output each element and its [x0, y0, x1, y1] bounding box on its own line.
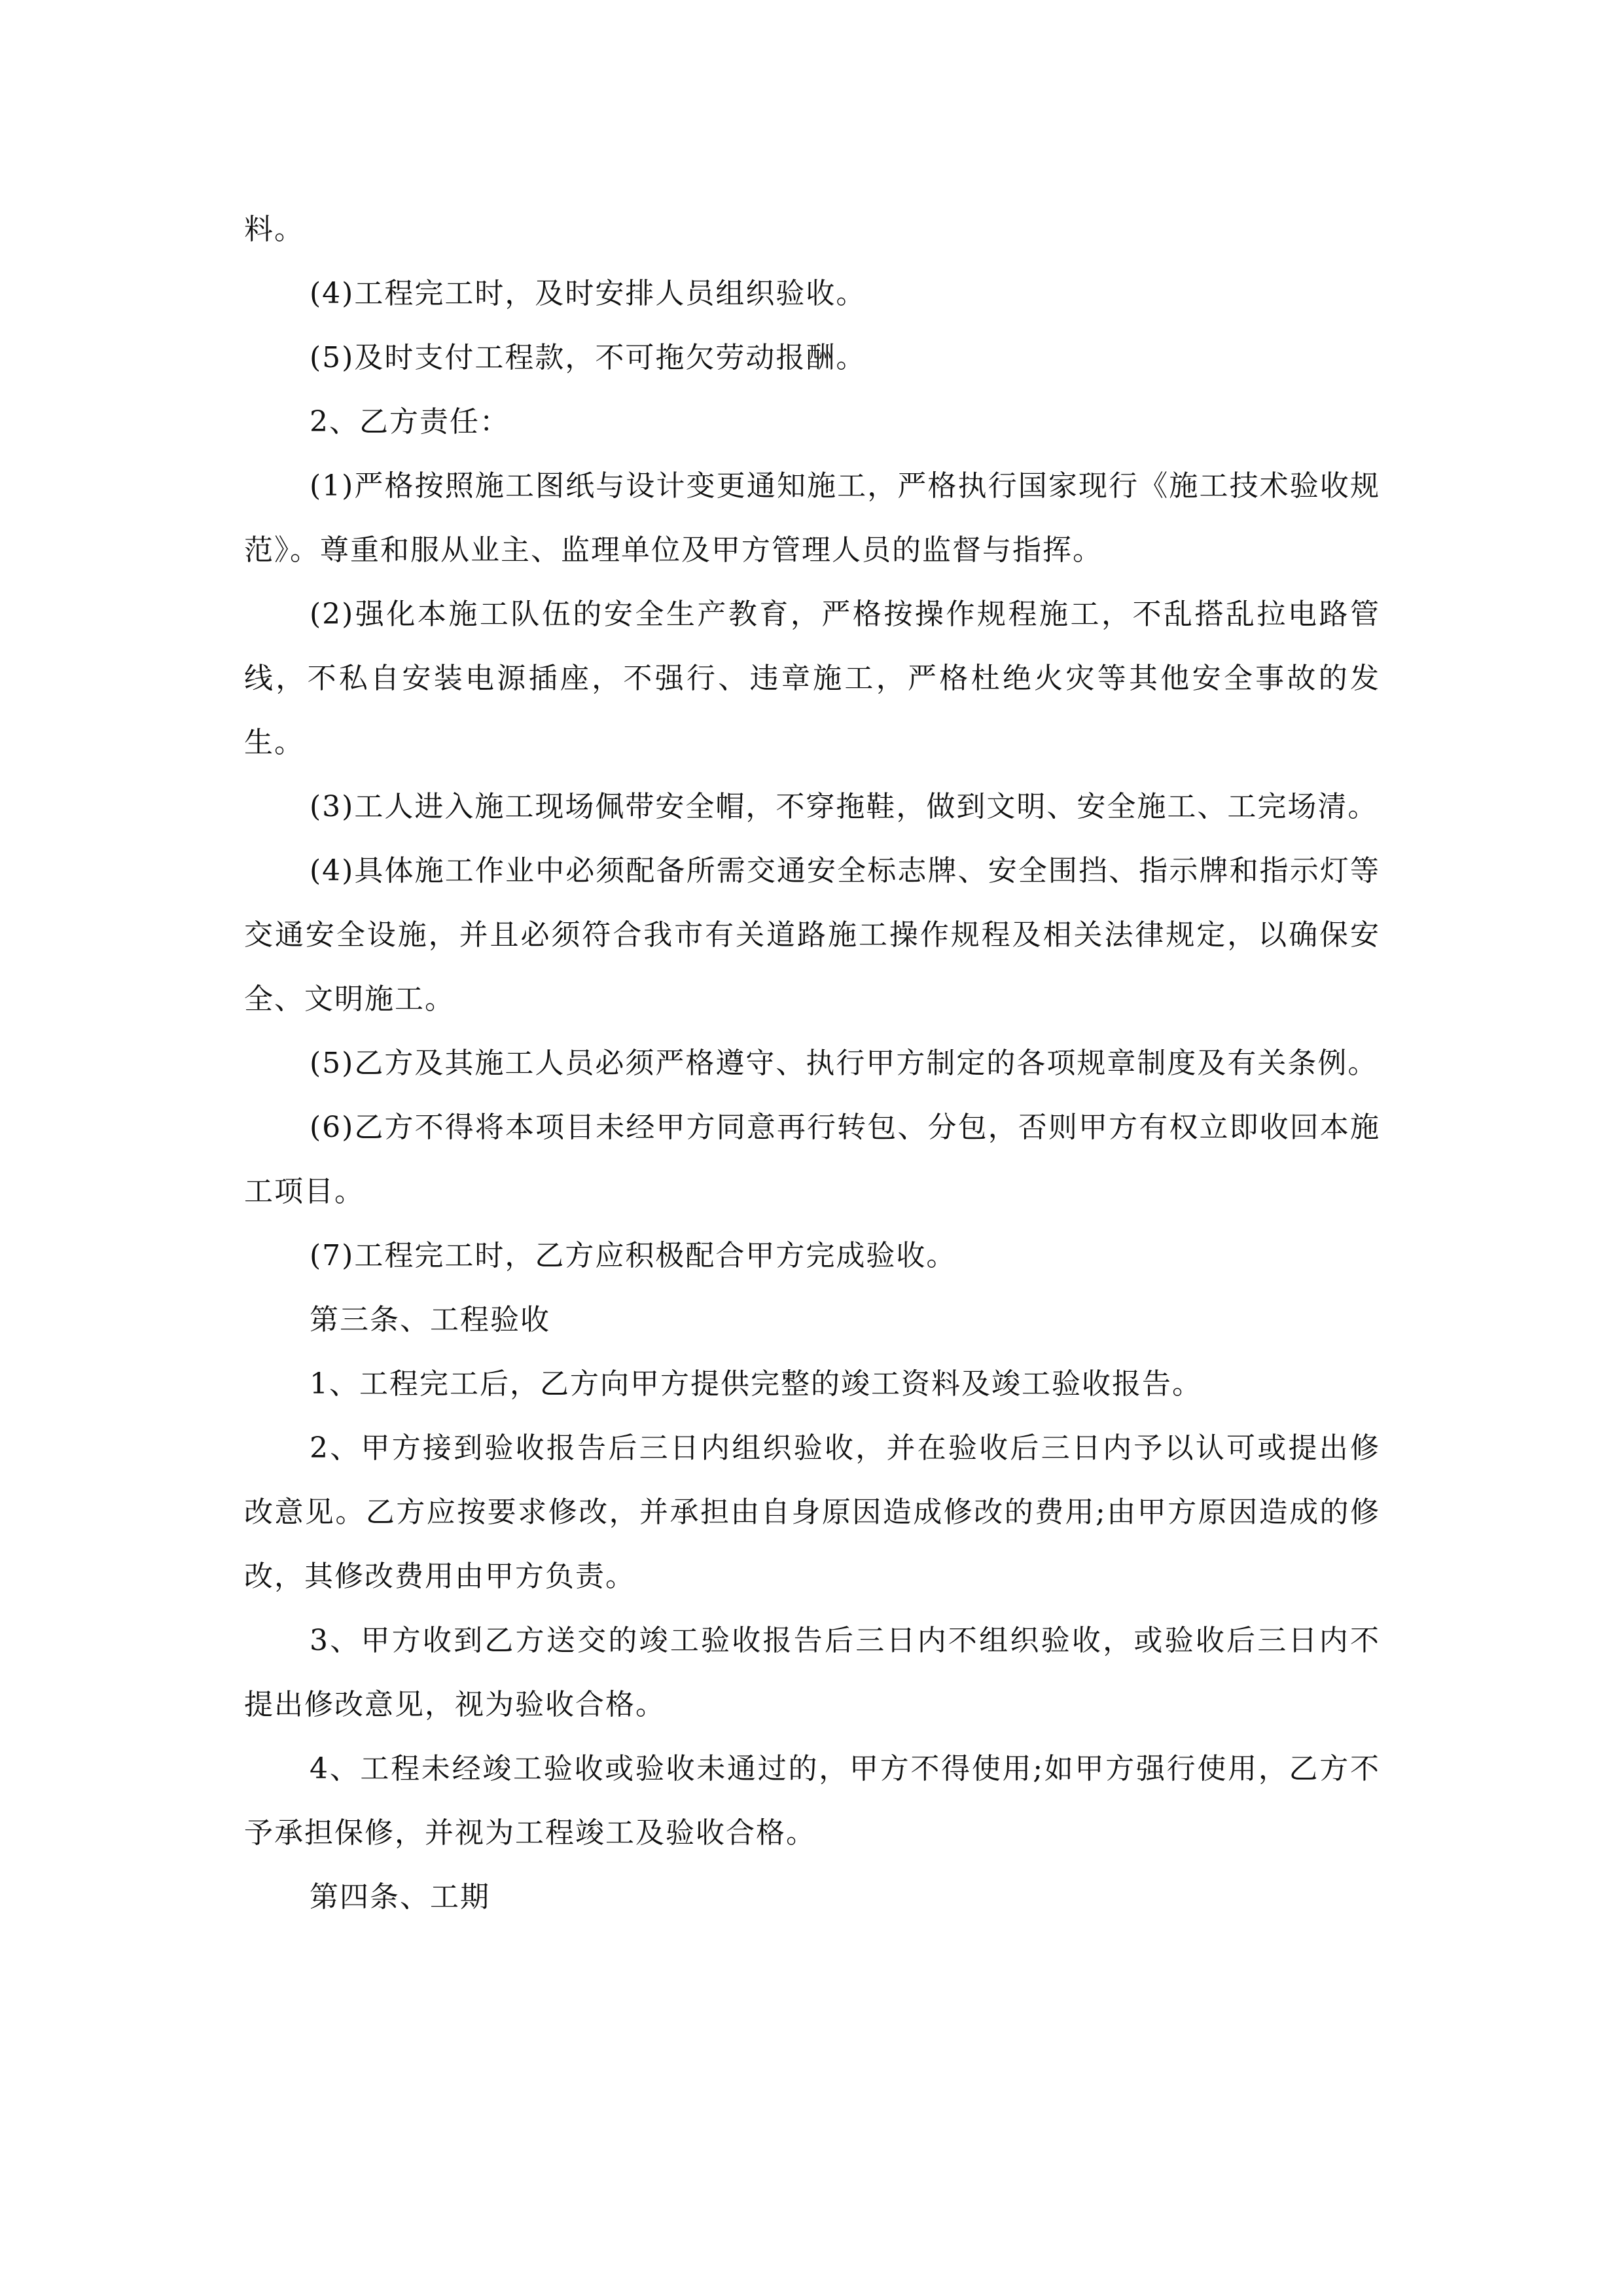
paragraph-party-b-item-7: (7)工程完工时，乙方应积极配合甲方完成验收。	[310, 1239, 957, 1272]
document-body	[244, 198, 1380, 1929]
paragraph-acceptance-4: 4、工程未经竣工验收或验收未通过的，甲方不得使用;如甲方强行使用，乙方不予承担保修，并视为工程竣工及验收合格。	[244, 1752, 1380, 1850]
paragraph-acceptance-3: 3、甲方收到乙方送交的竣工验收报告后三日内不组织验收，或验收后三日内不提出修改意见，视为验收合格。	[244, 1624, 1380, 1721]
paragraph-party-a-item-5: (5)及时支付工程款，不可拖欠劳动报酬。	[310, 341, 866, 374]
paragraph-acceptance-1: 1、工程完工后，乙方向甲方提供完整的竣工资料及竣工验收报告。	[310, 1367, 1202, 1401]
section-heading-schedule: 第四条、工期	[310, 1880, 490, 1914]
paragraph-party-b-item-4: (4)具体施工作业中必须配备所需交通安全标志牌、安全围挡、指示牌和指示灯等交通安全设施，并且必须符合我市有关道路施工操作规程及相关法律规定，以确保安全、文明施工。	[244, 854, 1380, 1016]
paragraph-party-b-item-2: (2)强化本施工队伍的安全生产教育，严格按操作规程施工，不乱搭乱拉电路管线，不私自安装电源插座，不强行、违章施工，严格杜绝火灾等其他安全事故的发生。	[244, 598, 1380, 759]
paragraph-party-b-item-5: (5)乙方及其施工人员必须严格遵守、执行甲方制定的各项规章制度及有关条例。	[310, 1047, 1378, 1080]
section-heading-acceptance: 第三条、工程验收	[310, 1303, 550, 1336]
paragraph-party-b-heading: 2、乙方责任：	[310, 405, 510, 439]
paragraph-party-b-item-1: (1)严格按照施工图纸与设计变更通知施工，严格执行国家现行《施工技术验收规范》。尊重和服从业主、监理单位及甲方管理人员的监督与指挥。	[244, 469, 1380, 567]
paragraph-continuation: 料。	[244, 213, 304, 246]
paragraph-party-b-item-3: (3)工人进入施工现场佩带安全帽，不穿拖鞋，做到文明、安全施工、工完场清。	[310, 790, 1378, 823]
paragraph-acceptance-2: 2、甲方接到验收报告后三日内组织验收，并在验收后三日内予以认可或提出修改意见。乙方应按要求修改，并承担由自身原因造成修改的费用;由甲方原因造成的修改，其修改费用由甲方负责。	[244, 1431, 1380, 1593]
paragraph-party-b-item-6: (6)乙方不得将本项目未经甲方同意再行转包、分包，否则甲方有权立即收回本施工项目。	[244, 1111, 1380, 1208]
paragraph-party-a-item-4: (4)工程完工时，及时安排人员组织验收。	[310, 277, 866, 310]
